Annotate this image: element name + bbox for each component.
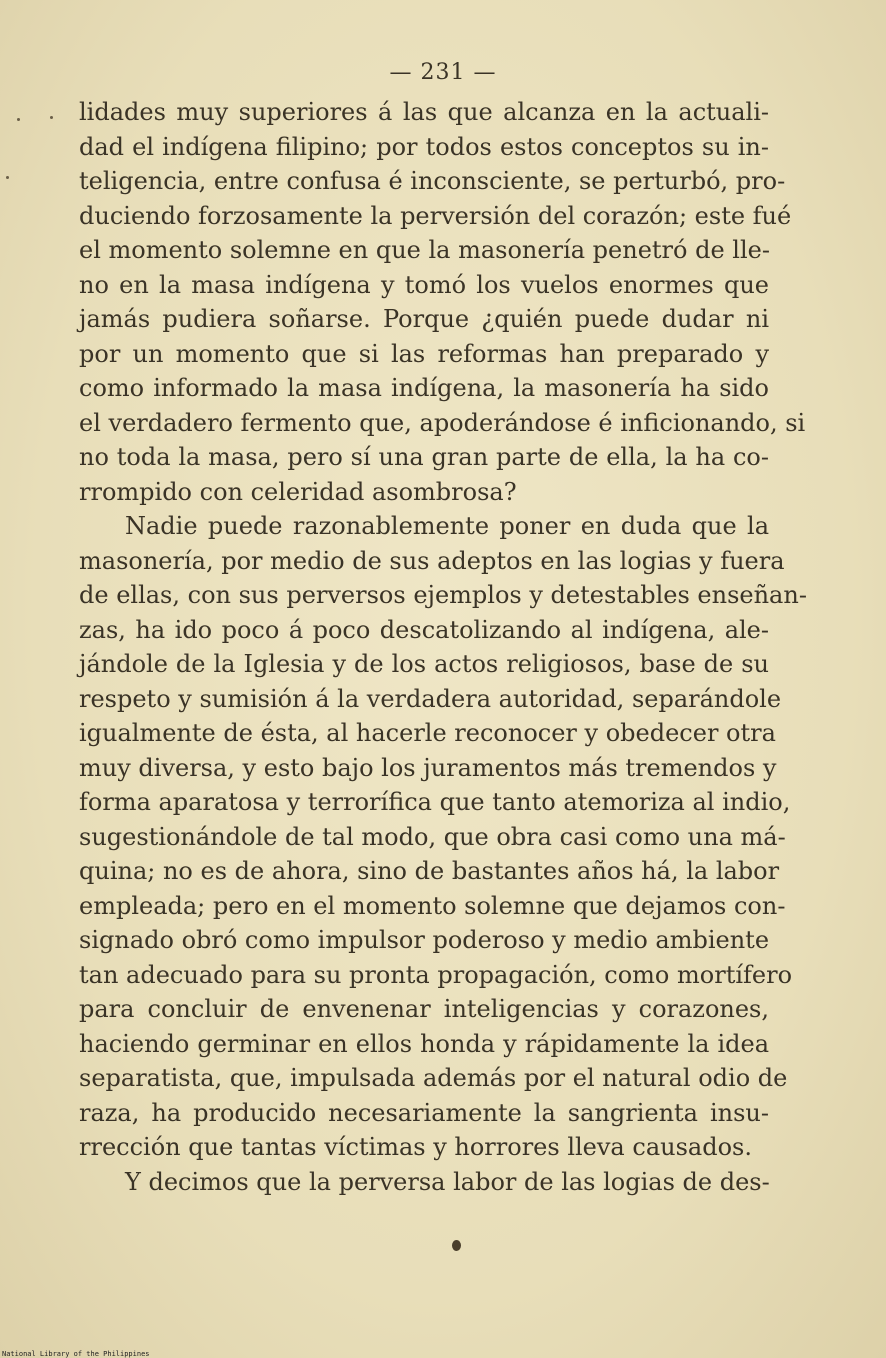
text-line: empleada; pero en el momento solemne que dejamos con- bbox=[79, 891, 786, 920]
body-text bbox=[79, 95, 807, 1199]
margin-speck bbox=[50, 116, 53, 119]
text-line: haciendo germinar en ellos honda y rápidamente la idea bbox=[79, 1029, 769, 1058]
text-line: igualmente de ésta, al hacerle reconocer y obedecer otra bbox=[79, 719, 776, 747]
text-line: masonería, por medio de sus adeptos en las logias y fuera bbox=[79, 546, 785, 575]
text-line: muy diversa, y esto bajo los juramentos más tremendos y bbox=[79, 753, 777, 782]
text-line: teligencia, entre confusa é inconsciente, se perturbó, pro- bbox=[79, 167, 786, 195]
text-line: como informado la masa indígena, la masonería ha sido bbox=[79, 374, 769, 402]
text-line: forma aparatosa y terrorífica que tanto atemoriza al indio, bbox=[79, 788, 791, 816]
text-line: rrección que tantas víctimas y horrores lleva causados. bbox=[79, 1133, 752, 1161]
text-line: rrompido con celeridad asombrosa? bbox=[79, 477, 517, 506]
text-line: dad el indígena filipino; por todos estos conceptos su in- bbox=[79, 132, 769, 161]
text-line: signado obró como impulsor poderoso y medio ambiente bbox=[79, 926, 770, 954]
margin-speck bbox=[6, 176, 9, 179]
text-line: quina; no es de ahora, sino de bastantes años há, la labor bbox=[79, 857, 780, 885]
paragraph-start-line: Y decimos que la perversa labor de las logias de des- bbox=[125, 1167, 770, 1196]
text-line: el verdadero fermento que, apoderándose é inficionando, si bbox=[79, 408, 806, 437]
text-line: sugestionándole de tal modo, que obra casi como una má- bbox=[79, 822, 786, 851]
text-line: lidades muy superiores á las que alcanza en la actuali- bbox=[79, 98, 769, 126]
text-line: jándole de la Iglesia y de los actos religiosos, base de su bbox=[79, 650, 769, 678]
text-line: respeto y sumisión á la verdadera autoridad, separándole bbox=[79, 684, 782, 713]
text-line: zas, ha ido poco á poco descatolizando al indígena, ale- bbox=[79, 615, 769, 644]
library-credit: National Library of the Philippines bbox=[2, 1350, 150, 1358]
text-line: no en la masa indígena y tomó los vuelos enormes que bbox=[79, 270, 769, 299]
text-line: separatista, que, impulsada además por el natural odio de bbox=[79, 1064, 788, 1092]
page-number: — 231 — bbox=[389, 60, 497, 85]
ink-spot bbox=[452, 1240, 461, 1251]
text-line: para concluir de envenenar inteligencias y corazones, bbox=[79, 995, 769, 1023]
margin-speck bbox=[17, 118, 20, 121]
text-line: jamás pudiera soñarse. Porque ¿quién puede dudar ni bbox=[79, 305, 769, 333]
text-line: por un momento que si las reformas han preparado y bbox=[79, 339, 769, 368]
text-line: el momento solemne en que la masonería penetró de lle- bbox=[79, 236, 770, 264]
text-line: duciendo forzosamente la perversión del corazón; este fué bbox=[79, 201, 792, 230]
text-line: de ellas, con sus perversos ejemplos y detestables enseñan- bbox=[79, 581, 807, 609]
paragraph-start-line: Nadie puede razonablemente poner en duda que la bbox=[125, 512, 769, 540]
text-line: tan adecuado para su pronta propagación, como mortífero bbox=[79, 960, 793, 989]
text-line: raza, ha producido necesariamente la sangrienta insu- bbox=[79, 1098, 769, 1127]
text-line: no toda la masa, pero sí una gran parte de ella, la ha co- bbox=[79, 443, 769, 471]
